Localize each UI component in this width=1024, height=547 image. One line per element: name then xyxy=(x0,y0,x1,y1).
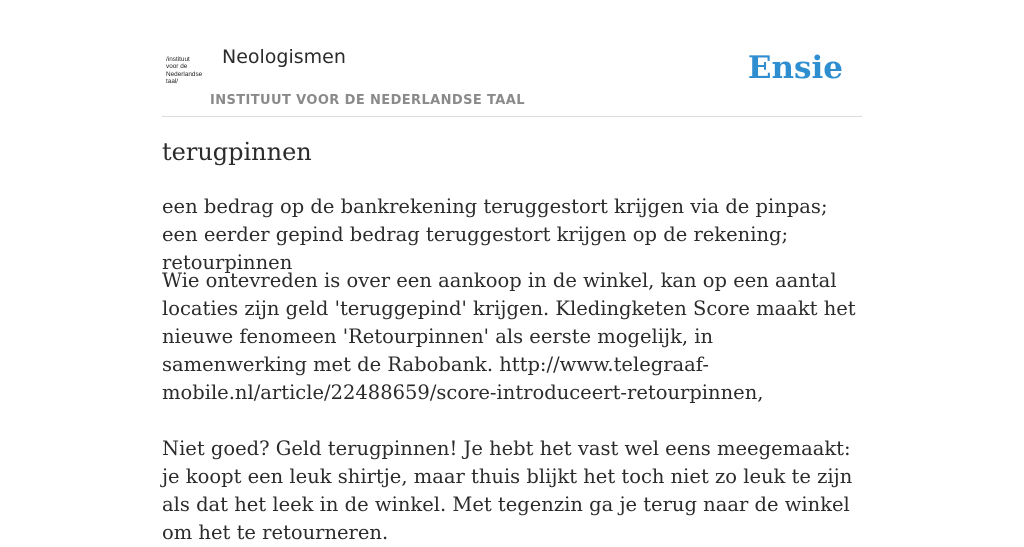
entry-word: terugpinnen xyxy=(162,138,312,166)
entry-example xyxy=(162,267,862,547)
site-title[interactable]: Neologismen xyxy=(222,46,346,68)
header xyxy=(162,0,862,117)
example-paragraph-1: Wie ontevreden is over een aankoop in de winkel, kan op een aantal locaties zijn geld 'teruggepind' krijgen. Kledingketen Score maakt het nieuwe fenomeen 'Retourpinnen' als eerste mogelijk, in samenwerking met de Rabobank. http://www.telegraaf-mobile.nl/article/22488659/score-introduceert-retourpinnen, xyxy=(162,269,856,404)
example-paragraph-2: Niet goed? Geld terugpinnen! Je hebt het vast wel eens meegemaakt: je koopt een leuk shirtje, maar thuis blijkt het toch niet zo leuk te zijn als dat het leek in de winkel. Met tegenzin ga je terug naar de winkel om het te retourneren. xyxy=(162,437,853,544)
org-name: INSTITUUT VOOR DE NEDERLANDSE TAAL xyxy=(210,93,525,108)
entry-definition: een bedrag op de bankrekening teruggestort krijgen via de pinpas; een eerder gepind bedrag teruggestort krijgen op de rekening; retourpinnen xyxy=(162,195,828,274)
institute-logo[interactable]: /instituut voor de Nederlandse taal/ xyxy=(166,56,203,86)
page xyxy=(162,0,862,544)
paragraph-gap xyxy=(162,407,862,435)
ensie-logo[interactable]: Ensie xyxy=(747,50,843,86)
